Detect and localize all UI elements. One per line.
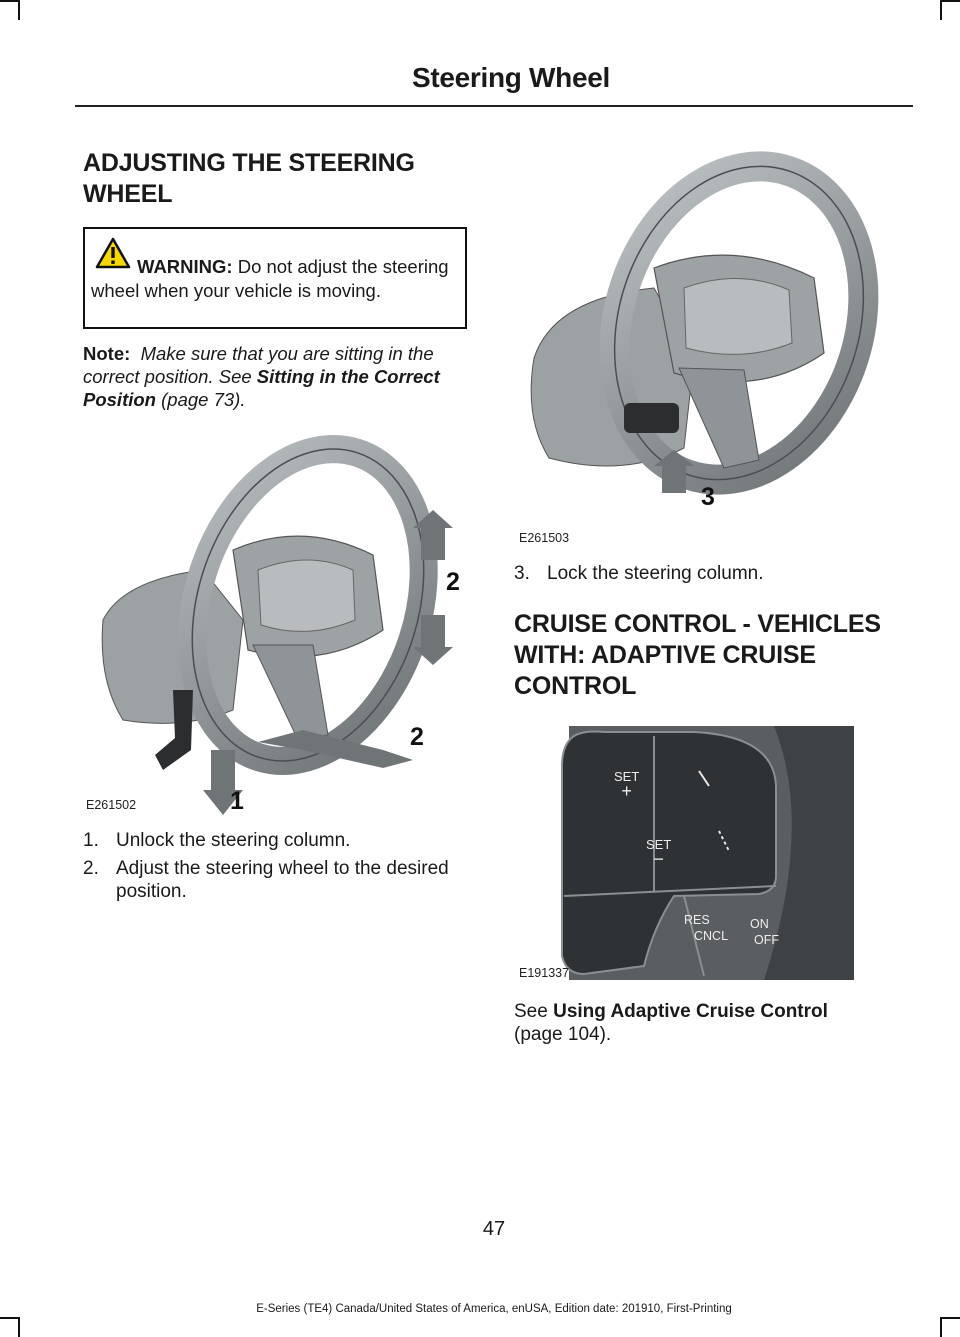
note-text: Make sure that you are sitting in the correct position. See	[83, 343, 434, 387]
step-text-line: position.	[116, 881, 187, 902]
section-heading	[83, 148, 415, 210]
figure-steering-adjust	[83, 420, 475, 820]
set-plus-button[interactable]	[614, 770, 639, 800]
warning-body: Do not adjust the steering wheel when your vehicle is moving.	[91, 256, 449, 301]
on-off-button[interactable]	[750, 916, 779, 948]
step-number: 2.	[83, 858, 99, 879]
steering-wheel-illustration	[514, 148, 884, 548]
steering-wheel-illustration	[83, 420, 475, 820]
step-item	[514, 562, 906, 586]
crop-mark	[940, 0, 960, 2]
step-text: Lock the steering column.	[547, 563, 764, 584]
figure-code: E261503	[519, 531, 570, 545]
cncl-label: CNCL	[694, 929, 729, 943]
heading-line: WHEEL	[83, 180, 173, 208]
crop-mark	[0, 1317, 20, 1319]
note-cross-reference-link[interactable]: Sitting in the Correct Position	[83, 366, 440, 410]
figure-cruise-buttons	[514, 726, 854, 980]
footer-text: E-Series (TE4) Canada/United States of America, enUSA, Edition date: 201910, First-Printing	[256, 1303, 732, 1315]
callout-number: 2	[410, 723, 424, 751]
callout-number: 2	[446, 568, 460, 596]
step-text-line: Adjust the steering wheel to the desired	[116, 858, 449, 879]
callout-number: 1	[230, 787, 244, 815]
figure-code: E191337	[519, 966, 570, 980]
page-header-title: Steering Wheel	[411, 62, 610, 93]
crop-mark	[18, 0, 20, 20]
note-page-ref: (page 73).	[161, 389, 246, 410]
section-heading	[514, 609, 881, 702]
set-label: SET	[646, 837, 672, 852]
heading-line: ADJUSTING THE STEERING	[83, 149, 415, 177]
heading-line: CONTROL	[514, 672, 637, 700]
step-text	[116, 857, 449, 903]
warning-label: WARNING:	[137, 256, 233, 277]
minus-icon: −	[653, 849, 664, 869]
set-label: SET	[614, 769, 640, 784]
warning-text	[91, 255, 463, 303]
res-cncl-button[interactable]	[684, 912, 728, 944]
off-label: OFF	[754, 933, 779, 947]
step-text: Unlock the steering column.	[116, 830, 351, 851]
see-prefix: See	[514, 1001, 548, 1022]
plus-icon: +	[621, 781, 632, 801]
see-cross-reference-link[interactable]: Using Adaptive Cruise Control	[553, 1001, 828, 1022]
step-item	[83, 829, 475, 853]
set-minus-button[interactable]	[646, 838, 671, 868]
see-page-ref: (page 104).	[514, 1024, 612, 1045]
crop-mark	[18, 1317, 20, 1337]
step-number: 1.	[83, 830, 99, 851]
step-number: 3.	[514, 563, 530, 584]
crop-mark	[940, 0, 942, 20]
note-paragraph	[83, 342, 475, 411]
crop-mark	[0, 0, 20, 2]
warning-box	[83, 227, 467, 329]
figure-steering-lock	[514, 148, 884, 548]
header-rule	[75, 105, 913, 107]
step-item	[83, 857, 475, 905]
callout-number: 3	[701, 483, 715, 511]
note-label: Note:	[83, 343, 131, 364]
res-label: RES	[684, 913, 710, 927]
crop-mark	[940, 1317, 960, 1319]
heading-line: WITH: ADAPTIVE CRUISE	[514, 641, 816, 669]
on-label: ON	[750, 917, 769, 931]
heading-line: CRUISE CONTROL - VEHICLES	[514, 610, 881, 638]
see-reference	[514, 1000, 894, 1046]
figure-code: E261502	[86, 798, 137, 812]
crop-mark	[940, 1317, 942, 1337]
page-number: 47	[482, 1218, 506, 1240]
